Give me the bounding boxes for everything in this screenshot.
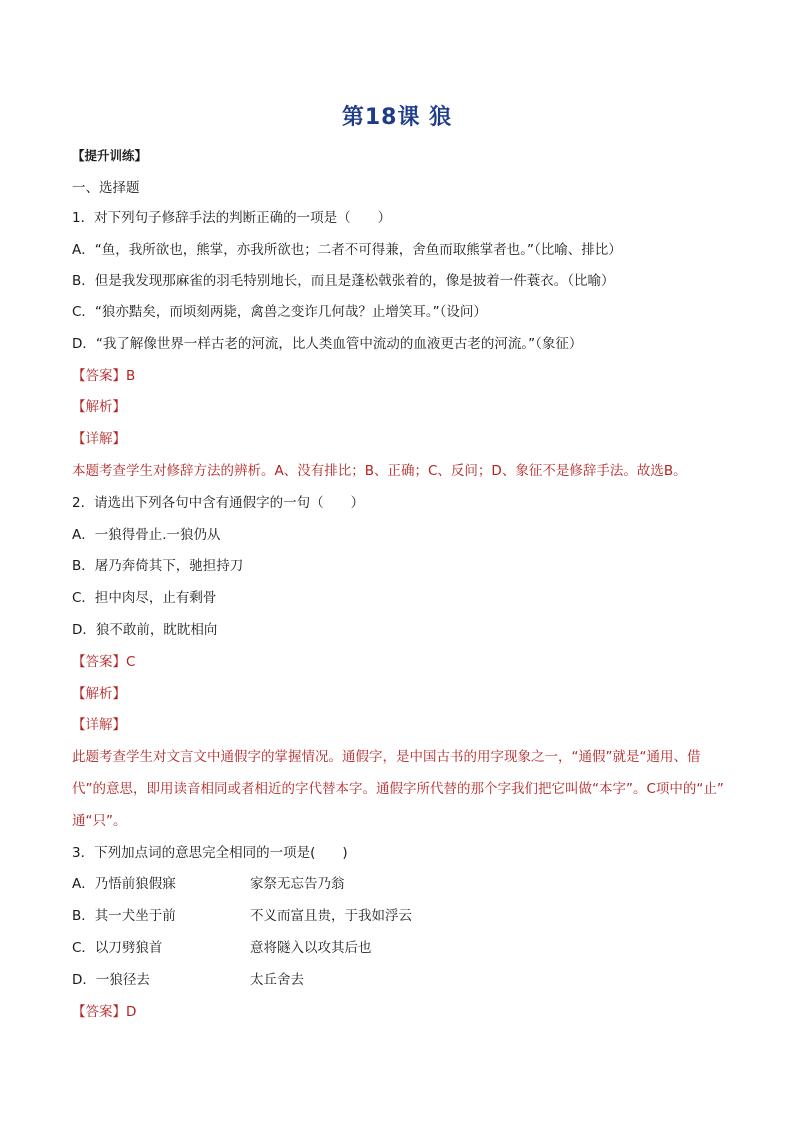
q2-stem: 2．请选出下列各句中含有通假字的一句（ ） [72, 495, 365, 511]
q3-stem: 3．下列加点词的意思完全相同的一项是( ) [72, 845, 348, 861]
q2-analysis-label: 【解析】 [72, 686, 126, 702]
q1-detail-label: 【详解】 [72, 431, 126, 447]
q2-detail-line-3: 通“只”。 [72, 813, 127, 829]
q3-option-d-right: 太丘舍去 [250, 972, 304, 988]
q2-option-d: D．狼不敢前，眈眈相向 [72, 622, 218, 638]
q1-analysis-label: 【解析】 [72, 399, 126, 415]
q1-option-a: A．“鱼，我所欲也，熊掌，亦我所欲也；二者不可得兼，舍鱼而取熊掌者也。”（比喻、排比） [72, 242, 622, 258]
q2-detail-line-2: 代”的意思，即用读音相同或者相近的字代替本字。通假字所代替的那个字我们把它叫做“本字”。C项中的“止” [72, 781, 724, 797]
q3-option-b-right: 不义而富且贵，于我如浮云 [250, 908, 412, 924]
part-heading: 一、选择题 [72, 180, 140, 196]
q2-detail-label: 【详解】 [72, 717, 126, 733]
answer-label: 【答案】 [72, 1004, 126, 1020]
q3-answer [72, 1002, 136, 1022]
answer-label: 【答案】 [72, 368, 126, 384]
q1-stem: 1．对下列句子修辞手法的判断正确的一项是（ ） [72, 210, 392, 226]
q2-answer [72, 652, 135, 672]
q1-answer [72, 366, 135, 386]
q1-option-c: C．“狼亦黠矣，而顷刻两毙，禽兽之变诈几何哉？止增笑耳。”（设问） [72, 304, 487, 320]
answer-value: B [126, 368, 136, 384]
q2-detail-line-1: 此题考查学生对文言文中通假字的掌握情况。通假字，是中国古书的用字现象之一，“通假”就是“通用、借 [72, 749, 701, 765]
page-title: 第18课 狼 [341, 105, 453, 130]
q1-detail-text: 本题考查学生对修辞方法的辨析。A、没有排比；B、正确；C、反问；D、象征不是修辞手法。故选B。 [72, 463, 687, 479]
q2-option-a: A．一狼得骨止.一狼仍从 [72, 527, 221, 543]
q3-option-a-left: A．乃悟前狼假寐 [72, 876, 176, 892]
q3-option-a-right: 家祭无忘告乃翁 [250, 876, 345, 892]
q3-option-d-left: D．一狼径去 [72, 972, 150, 988]
q3-option-b-left: B．其一犬坐于前 [72, 908, 176, 924]
q2-option-b: B．屠乃奔倚其下，驰担持刀 [72, 558, 244, 574]
q2-option-c: C．担中肉尽，止有剩骨 [72, 590, 217, 606]
q1-option-b: B．但是我发现那麻雀的羽毛特别地长，而且是蓬松戟张着的，像是披着一件蓑衣。（比喻） [72, 273, 615, 289]
section-label: 【提升训练】 [72, 148, 148, 163]
answer-value: D [126, 1004, 137, 1020]
q3-option-c-right: 意将隧入以攻其后也 [250, 940, 372, 956]
q3-option-c-left: C．以刀劈狼首 [72, 940, 163, 956]
answer-label: 【答案】 [72, 654, 126, 670]
q1-option-d: D．“我了解像世界一样古老的河流，比人类血管中流动的血液更古老的河流。”（象征） [72, 336, 583, 352]
answer-value: C [126, 654, 136, 670]
